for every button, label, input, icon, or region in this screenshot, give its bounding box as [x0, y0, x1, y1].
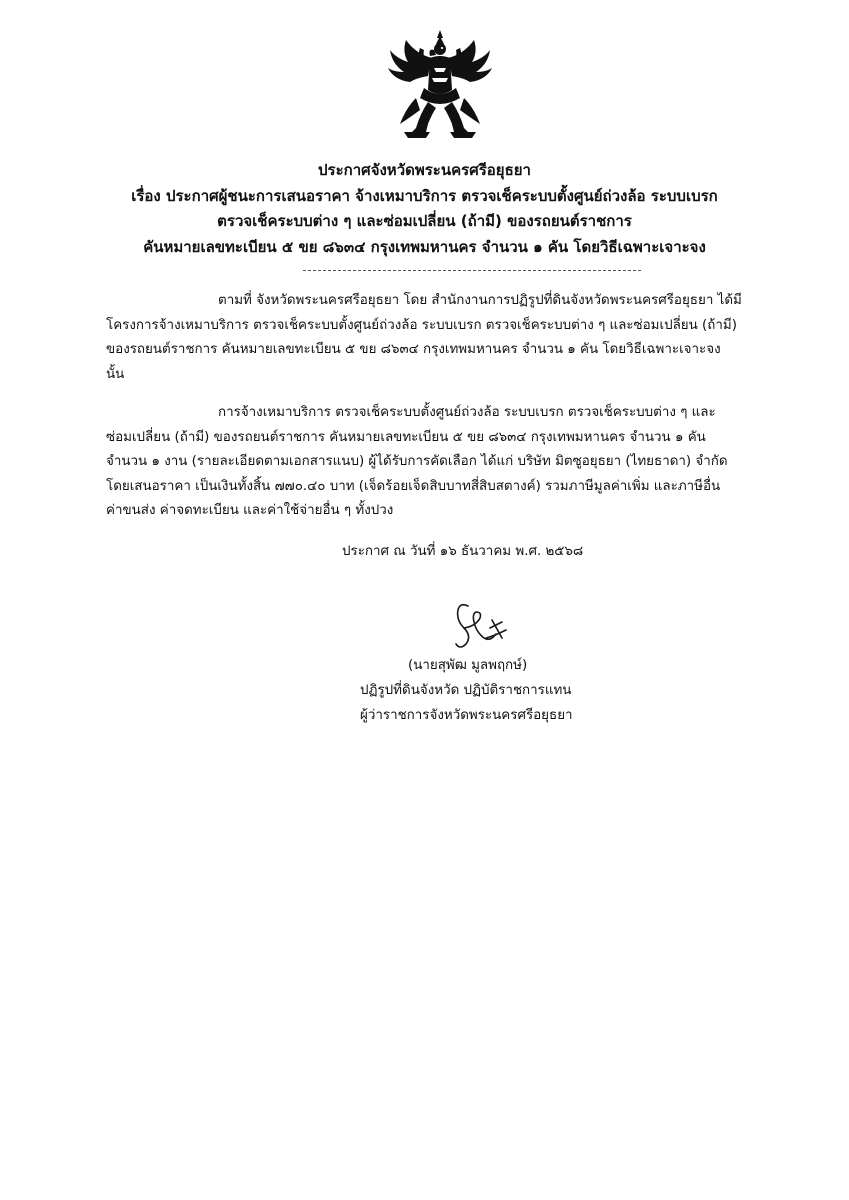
title-divider	[303, 270, 641, 271]
signer-name: (นายสุพัฒ มูลพฤกษ์)	[408, 658, 528, 673]
announcement-title	[60, 158, 789, 260]
title-line-2: เรื่อง ประกาศผู้ชนะการเสนอราคา จ้างเหมาบริการ ตรวจเช็คระบบตั้งศูนย์ถ่วงล้อ ระบบเบรก	[131, 186, 718, 205]
announcement-date: ประกาศ ณ วันที่ ๑๖ ธันวาคม พ.ศ. ๒๕๖๘	[342, 544, 584, 559]
paragraph-line: ตามที่ จังหวัดพระนครศรีอยุธยา โดย สำนักงานการปฏิรูปที่ดินจังหวัดพระนครศรีอยุธยา ได้มี	[218, 293, 742, 308]
paragraph-line: จำนวน ๑ งาน (รายละเอียดตามเอกสารแนบ) ผู้ได้รับการคัดเลือก ได้แก่ บริษัท มิตซูอยุธยา (ไทยธาดา) จำกัด	[106, 454, 728, 469]
title-line-4: คันหมายเลขทะเบียน ๕ ขย ๘๖๓๔ กรุงเทพมหานคร จำนวน ๑ คัน โดยวิธีเฉพาะเจาะจง	[143, 237, 706, 256]
paragraph-line: โดยเสนอราคา เป็นเงินทั้งสิ้น ๗๗๐.๔๐ บาท (เจ็ดร้อยเจ็ดสิบบาทสี่สิบสตางค์) รวมภาษีมูลค่าเพิ่ม และภาษีอื่น	[106, 478, 721, 494]
signer-block	[360, 653, 630, 728]
paragraph-line: โครงการจ้างเหมาบริการ ตรวจเช็คระบบตั้งศูนย์ถ่วงล้อ ระบบเบรก ตรวจเช็คระบบต่าง ๆ และซ่อมเปลี่ยน (ถ้ามี)	[106, 317, 737, 333]
paragraph-line: ค่าขนส่ง ค่าจดทะเบียน และค่าใช้จ่ายอื่น ๆ ทั้งปวง	[106, 503, 394, 518]
paragraph-line: นั้น	[106, 366, 125, 382]
title-line-3: ตรวจเช็คระบบต่าง ๆ และซ่อมเปลี่ยน (ถ้ามี) ของรถยนต์ราชการ	[217, 212, 632, 230]
signer-title: ผู้ว่าราชการจังหวัดพระนครศรีอยุธยา	[360, 708, 573, 723]
signer-position: ปฏิรูปที่ดินจังหวัด ปฏิบัติราชการแทน	[360, 683, 572, 698]
body-paragraph-1	[106, 289, 786, 387]
garuda-emblem-icon	[386, 28, 494, 142]
title-line-1: ประกาศจังหวัดพระนครศรีอยุธยา	[318, 161, 531, 179]
handwritten-signature-icon	[446, 598, 514, 656]
paragraph-line: ของรถยนต์ราชการ คันหมายเลขทะเบียน ๕ ขย ๘๖๓๔ กรุงเทพมหานคร จำนวน ๑ คัน โดยวิธีเฉพาะเจาะจง	[106, 342, 721, 357]
paragraph-line: ซ่อมเปลี่ยน (ถ้ามี) ของรถยนต์ราชการ คันหมายเลขทะเบียน ๕ ขย ๘๖๓๔ กรุงเทพมหานคร จำนวน ๑ คัน	[106, 429, 706, 445]
paragraph-line: การจ้างเหมาบริการ ตรวจเช็คระบบตั้งศูนย์ถ่วงล้อ ระบบเบรก ตรวจเช็คระบบต่าง ๆ และ	[218, 405, 716, 420]
body-paragraph-2	[106, 401, 786, 524]
